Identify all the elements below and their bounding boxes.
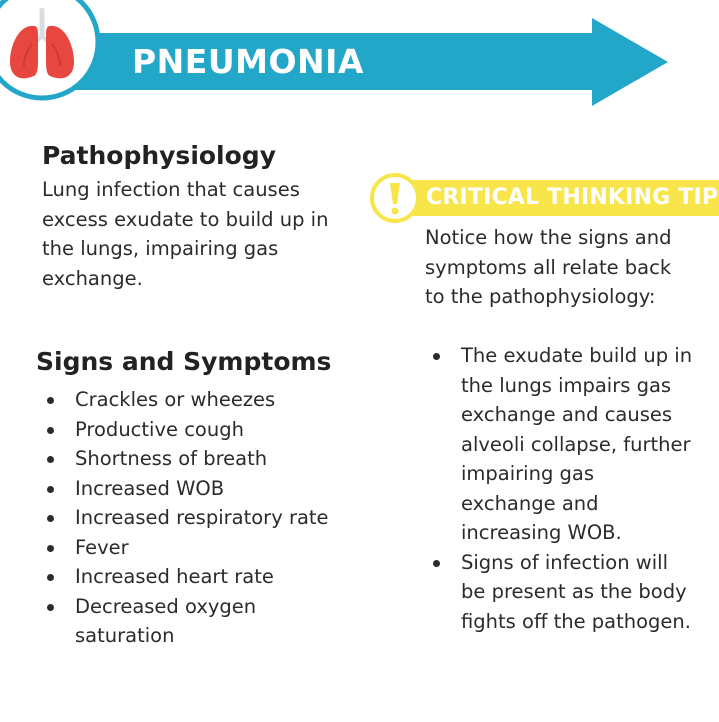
page-title: PNEUMONIA [132, 42, 364, 81]
list-item: Productive cough [42, 415, 372, 445]
list-item: Fever [42, 533, 372, 563]
exclamation-icon [370, 173, 420, 223]
list-item: Crackles or wheezes [42, 385, 372, 415]
pathophysiology-heading: Pathophysiology [42, 141, 276, 170]
tip-list [428, 341, 693, 636]
list-item: Signs of infection will be present as the body fights off the pathogen. [428, 548, 693, 637]
tip-intro: Notice how the signs and symptoms all relate back to the pathophysiology: [425, 226, 672, 308]
list-item: Increased WOB [42, 474, 372, 504]
list-item: Decreased oxygen saturation [42, 592, 305, 651]
title-banner [0, 0, 719, 110]
list-item: Increased respiratory rate [42, 503, 372, 533]
list-item: Shortness of breath [42, 444, 372, 474]
signs-heading: Signs and Symptoms [36, 347, 332, 376]
list-item: The exudate build up in the lungs impairs gas exchange and causes alveoli collapse, further impairing gas exchange and increasing WOB. [428, 341, 693, 548]
signs-list [42, 385, 372, 651]
pathophysiology-text: Lung infection that causes excess exudate to build up in the lungs, impairing gas exchange. [42, 178, 329, 290]
list-item: Increased heart rate [42, 562, 372, 592]
tip-title: CRITICAL THINKING TIP [426, 185, 719, 210]
